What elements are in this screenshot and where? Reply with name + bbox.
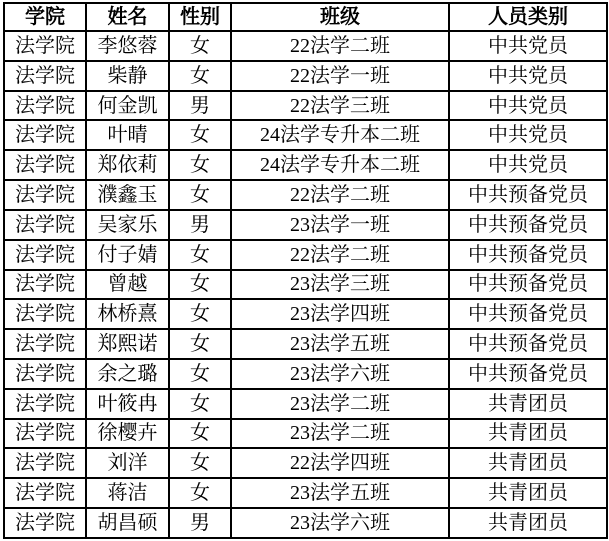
cell-college: 法学院 bbox=[4, 329, 86, 359]
cell-gender: 女 bbox=[169, 240, 231, 270]
table-row bbox=[4, 448, 607, 478]
cell-gender: 女 bbox=[169, 270, 231, 300]
cell-name: 徐樱卉 bbox=[86, 419, 169, 449]
table-row bbox=[4, 61, 607, 91]
table-row bbox=[4, 329, 607, 359]
cell-gender: 女 bbox=[169, 120, 231, 150]
table-row bbox=[4, 210, 607, 240]
table-row bbox=[4, 270, 607, 300]
header-row bbox=[4, 3, 607, 31]
cell-name: 付子婧 bbox=[86, 240, 169, 270]
cell-class: 22法学三班 bbox=[231, 91, 449, 121]
cell-gender: 女 bbox=[169, 61, 231, 91]
cell-category: 共青团员 bbox=[449, 508, 607, 538]
column-header-name: 姓名 bbox=[86, 3, 169, 31]
cell-college: 法学院 bbox=[4, 31, 86, 61]
cell-category: 中共预备党员 bbox=[449, 210, 607, 240]
cell-category: 共青团员 bbox=[449, 419, 607, 449]
cell-name: 余之璐 bbox=[86, 359, 169, 389]
cell-class: 22法学四班 bbox=[231, 448, 449, 478]
roster-table-body bbox=[4, 31, 607, 538]
cell-class: 23法学二班 bbox=[231, 419, 449, 449]
cell-college: 法学院 bbox=[4, 419, 86, 449]
cell-college: 法学院 bbox=[4, 389, 86, 419]
table-row bbox=[4, 299, 607, 329]
table-row bbox=[4, 389, 607, 419]
cell-name: 叶筱冉 bbox=[86, 389, 169, 419]
table-row bbox=[4, 240, 607, 270]
cell-college: 法学院 bbox=[4, 299, 86, 329]
cell-gender: 女 bbox=[169, 329, 231, 359]
table-row bbox=[4, 508, 607, 538]
cell-gender: 男 bbox=[169, 210, 231, 240]
cell-gender: 女 bbox=[169, 150, 231, 180]
cell-category: 中共党员 bbox=[449, 61, 607, 91]
cell-class: 23法学一班 bbox=[231, 210, 449, 240]
cell-college: 法学院 bbox=[4, 359, 86, 389]
cell-class: 22法学一班 bbox=[231, 61, 449, 91]
cell-name: 郑熙诺 bbox=[86, 329, 169, 359]
cell-college: 法学院 bbox=[4, 270, 86, 300]
cell-gender: 女 bbox=[169, 299, 231, 329]
cell-class: 23法学五班 bbox=[231, 329, 449, 359]
cell-class: 23法学四班 bbox=[231, 299, 449, 329]
cell-college: 法学院 bbox=[4, 150, 86, 180]
cell-name: 林桥熹 bbox=[86, 299, 169, 329]
cell-class: 22法学二班 bbox=[231, 31, 449, 61]
cell-category: 中共预备党员 bbox=[449, 270, 607, 300]
cell-college: 法学院 bbox=[4, 210, 86, 240]
cell-gender: 男 bbox=[169, 508, 231, 538]
table-row bbox=[4, 150, 607, 180]
cell-class: 22法学二班 bbox=[231, 240, 449, 270]
cell-class: 23法学五班 bbox=[231, 478, 449, 508]
cell-name: 濮鑫玉 bbox=[86, 180, 169, 210]
cell-category: 中共党员 bbox=[449, 91, 607, 121]
table-row bbox=[4, 419, 607, 449]
cell-class: 24法学专升本二班 bbox=[231, 120, 449, 150]
cell-college: 法学院 bbox=[4, 61, 86, 91]
roster-table-header bbox=[4, 3, 607, 31]
column-header-class: 班级 bbox=[231, 3, 449, 31]
table-row bbox=[4, 478, 607, 508]
cell-category: 共青团员 bbox=[449, 478, 607, 508]
column-header-gender: 性别 bbox=[169, 3, 231, 31]
table-row bbox=[4, 31, 607, 61]
table-row bbox=[4, 91, 607, 121]
cell-gender: 男 bbox=[169, 91, 231, 121]
cell-class: 23法学六班 bbox=[231, 508, 449, 538]
cell-category: 中共党员 bbox=[449, 120, 607, 150]
cell-name: 刘洋 bbox=[86, 448, 169, 478]
cell-gender: 女 bbox=[169, 359, 231, 389]
cell-category: 中共预备党员 bbox=[449, 329, 607, 359]
cell-college: 法学院 bbox=[4, 240, 86, 270]
column-header-category: 人员类别 bbox=[449, 3, 607, 31]
cell-gender: 女 bbox=[169, 389, 231, 419]
cell-category: 中共党员 bbox=[449, 150, 607, 180]
cell-college: 法学院 bbox=[4, 448, 86, 478]
table-row bbox=[4, 120, 607, 150]
cell-college: 法学院 bbox=[4, 91, 86, 121]
table-row bbox=[4, 180, 607, 210]
cell-name: 柴静 bbox=[86, 61, 169, 91]
cell-category: 中共预备党员 bbox=[449, 240, 607, 270]
cell-category: 中共党员 bbox=[449, 31, 607, 61]
roster-table bbox=[3, 2, 608, 539]
table-row bbox=[4, 359, 607, 389]
cell-name: 蒋洁 bbox=[86, 478, 169, 508]
cell-name: 何金凯 bbox=[86, 91, 169, 121]
cell-name: 曾越 bbox=[86, 270, 169, 300]
cell-college: 法学院 bbox=[4, 180, 86, 210]
cell-class: 23法学二班 bbox=[231, 389, 449, 419]
cell-college: 法学院 bbox=[4, 120, 86, 150]
cell-gender: 女 bbox=[169, 419, 231, 449]
cell-gender: 女 bbox=[169, 478, 231, 508]
column-header-college: 学院 bbox=[4, 3, 86, 31]
cell-name: 胡昌硕 bbox=[86, 508, 169, 538]
cell-class: 22法学二班 bbox=[231, 180, 449, 210]
cell-category: 共青团员 bbox=[449, 389, 607, 419]
cell-class: 23法学六班 bbox=[231, 359, 449, 389]
cell-gender: 女 bbox=[169, 448, 231, 478]
cell-class: 23法学三班 bbox=[231, 270, 449, 300]
cell-class: 24法学专升本二班 bbox=[231, 150, 449, 180]
cell-category: 中共预备党员 bbox=[449, 299, 607, 329]
cell-name: 吴家乐 bbox=[86, 210, 169, 240]
cell-category: 中共预备党员 bbox=[449, 359, 607, 389]
cell-name: 郑依莉 bbox=[86, 150, 169, 180]
cell-name: 李悠蓉 bbox=[86, 31, 169, 61]
cell-gender: 女 bbox=[169, 31, 231, 61]
cell-name: 叶晴 bbox=[86, 120, 169, 150]
cell-college: 法学院 bbox=[4, 508, 86, 538]
cell-category: 中共预备党员 bbox=[449, 180, 607, 210]
cell-gender: 女 bbox=[169, 180, 231, 210]
cell-college: 法学院 bbox=[4, 478, 86, 508]
cell-category: 共青团员 bbox=[449, 448, 607, 478]
